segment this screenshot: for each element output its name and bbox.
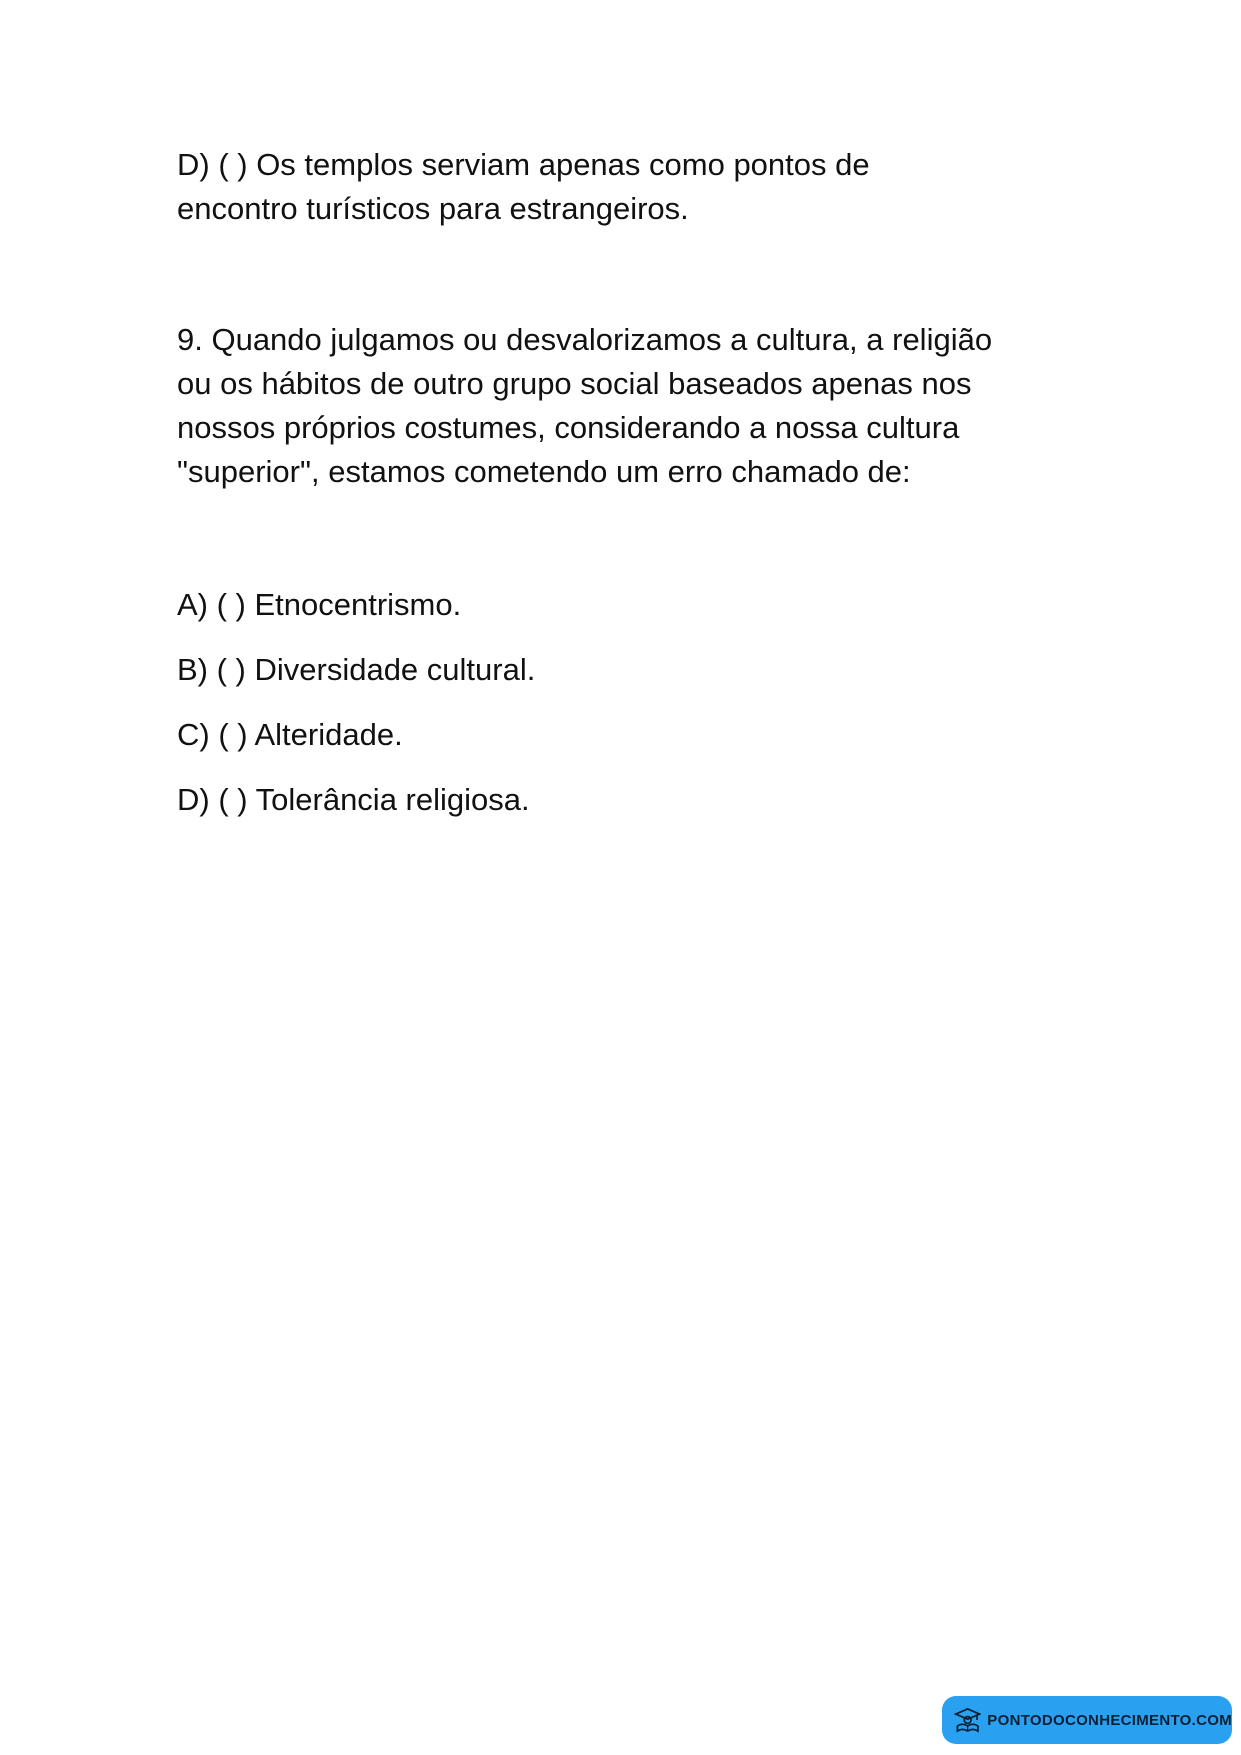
question-line: ou os hábitos de outro grupo social baseados apenas nos	[177, 366, 972, 401]
option-d-line-1: D) ( ) Os templos serviam apenas como pontos de	[177, 147, 870, 182]
graduate-book-icon	[954, 1705, 981, 1735]
question-9-text	[177, 318, 1077, 494]
question-line: nossos próprios costumes, considerando a nossa cultura	[177, 410, 960, 445]
site-badge[interactable]	[942, 1696, 1232, 1744]
option-d: D) ( ) Tolerância religiosa.	[177, 782, 530, 817]
question-line: "superior", estamos cometendo um erro chamado de:	[177, 454, 911, 489]
question-9-options	[177, 583, 1077, 843]
option-b: B) ( ) Diversidade cultural.	[177, 652, 536, 687]
previous-question-option-d	[177, 143, 1077, 231]
question-line: 9. Quando julgamos ou desvalorizamos a cultura, a religião	[177, 322, 993, 357]
option-c: C) ( ) Alteridade.	[177, 717, 403, 752]
site-label: PONTODOCONHECIMENTO.COM	[987, 1711, 1232, 1729]
option-d-line-2: encontro turísticos para estrangeiros.	[177, 191, 689, 226]
option-a: A) ( ) Etnocentrismo.	[177, 587, 462, 622]
